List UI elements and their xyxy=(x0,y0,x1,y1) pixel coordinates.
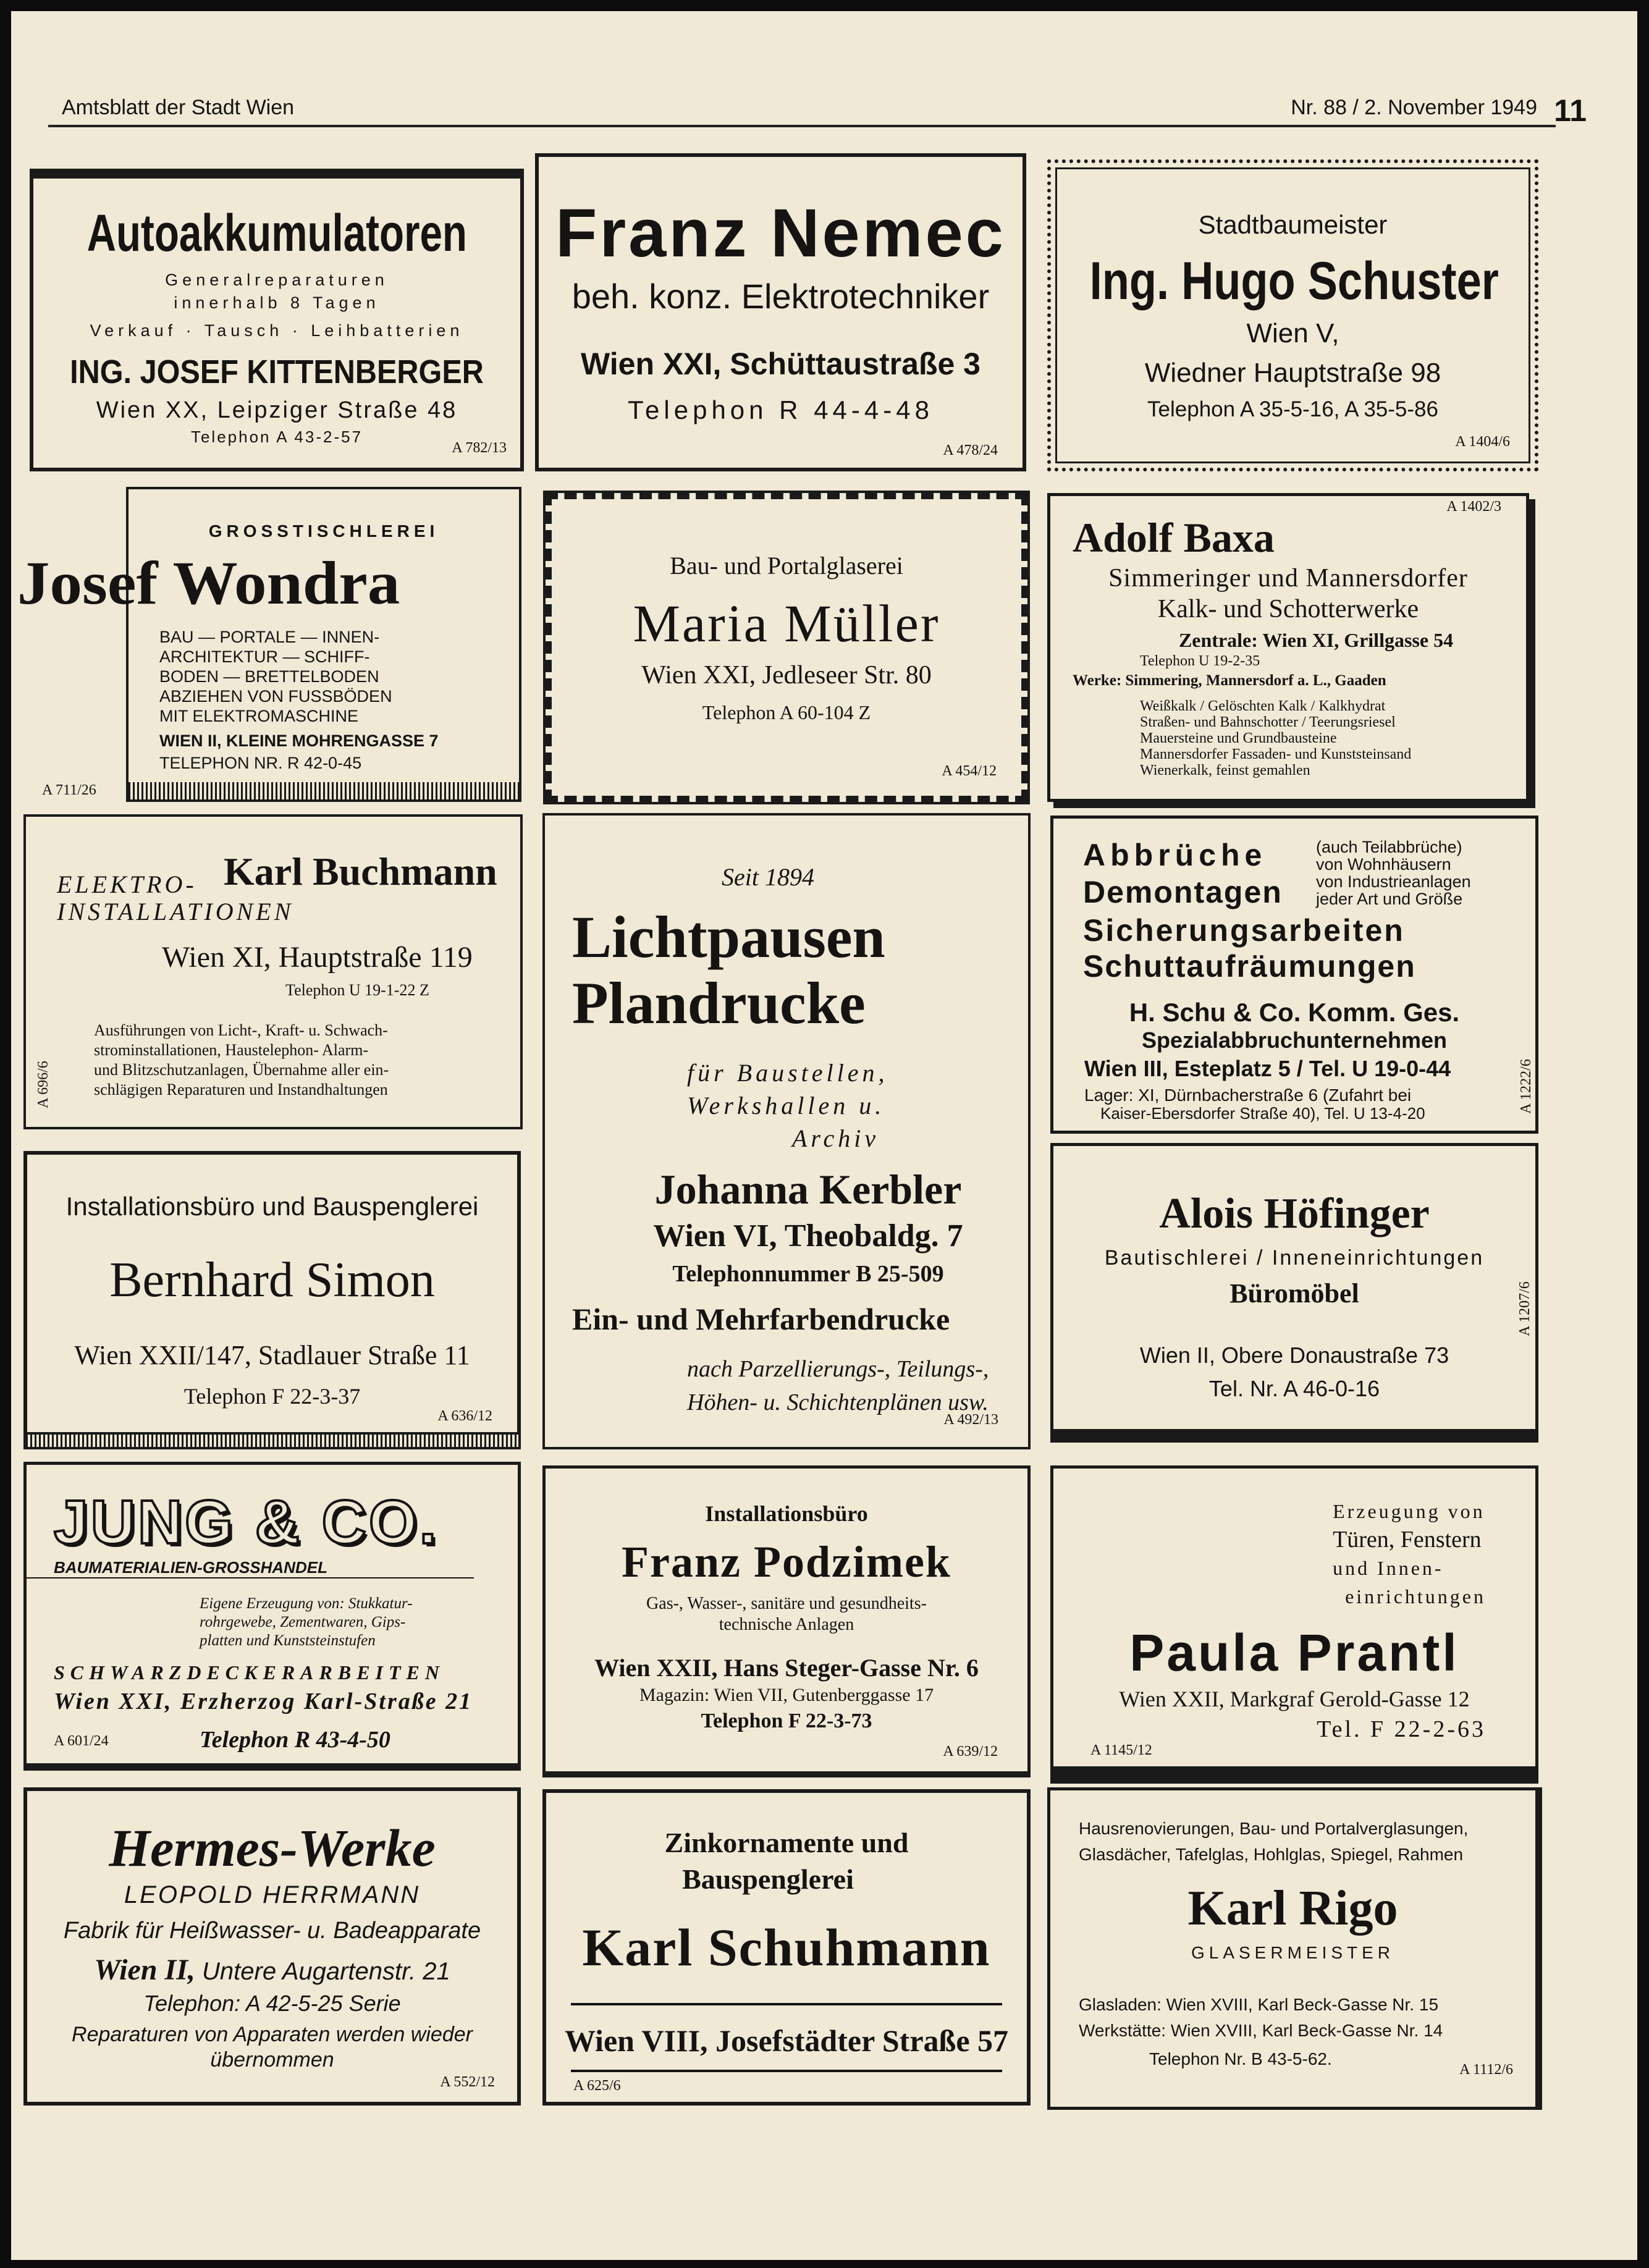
ad-company-name: Paula Prantl xyxy=(1129,1624,1459,1682)
ad-text: von Industrieanlagen xyxy=(1316,872,1471,891)
ad-phone: Telephon U 19-1-22 Z xyxy=(285,981,429,999)
ad-phone: Telephon Nr. B 43-5-62. xyxy=(1149,2049,1332,2068)
ad-company-name: Franz Nemec xyxy=(555,195,1006,271)
ad-text: ABZIEHEN VON FUSSBÖDEN xyxy=(159,687,392,706)
ad-text: Generalreparaturen xyxy=(165,271,389,289)
ad-hoefinger xyxy=(1050,1143,1538,1443)
ad-company-name: Hermes-Werke xyxy=(109,1818,436,1878)
ad-phone: Tel. F 22-2-63 xyxy=(1317,1716,1486,1742)
ad-text: rohrgewebe, Zementwaren, Gips- xyxy=(200,1614,406,1630)
ad-address: Werkstätte: Wien XVIII, Karl Beck-Gasse Nr. 14 xyxy=(1079,2021,1443,2040)
ad-reference: A 1112/6 xyxy=(1459,2062,1513,2078)
ad-buchmann xyxy=(23,814,523,1129)
ad-text: Fabrik für Heißwasser- u. Badeapparate xyxy=(63,1918,481,1944)
ad-text: Kaiser-Ebersdorfer Straße 40), Tel. U 13-4-20 xyxy=(1100,1104,1425,1123)
ad-text: Wienerkalk, feinst gemahlen xyxy=(1140,762,1310,778)
ad-text: BODEN — BRETTELBODEN xyxy=(159,667,379,686)
ad-phone: Telephon F 22-3-37 xyxy=(183,1384,361,1409)
ad-company-name: Karl Rigo xyxy=(1187,1881,1398,1936)
ad-text: von Wohnhäusern xyxy=(1316,855,1451,874)
ad-text: Spezialabbruchunternehmen xyxy=(1141,1027,1448,1053)
ad-text: Kalk- und Schotterwerke xyxy=(1157,595,1419,623)
ad-trade: Zinkornamente und xyxy=(664,1827,909,1858)
ad-mueller xyxy=(546,493,1027,802)
ad-phone: Telephon: A 42-5-25 Serie xyxy=(143,1991,401,2016)
ad-text: LEOPOLD HERRMANN xyxy=(124,1881,421,1908)
ad-reference: A 696/6 xyxy=(35,1061,51,1108)
ad-address: Wien XX, Leipziger Straße 48 xyxy=(96,397,458,423)
ad-text: SCHWARZDECKERARBEITEN xyxy=(54,1661,445,1684)
ad-reference: A 711/26 xyxy=(42,782,96,798)
ad-headline: Abbrüche xyxy=(1083,838,1267,872)
ad-address: Glasladen: Wien XVIII, Karl Beck-Gasse Nr. 15 xyxy=(1079,1995,1439,2014)
ad-text: MIT ELEKTROMASCHINE xyxy=(159,707,359,725)
ad-address: Wien XI, Hauptstraße 119 xyxy=(162,941,473,974)
ad-address: Wien XXII, Markgraf Gerold-Gasse 12 xyxy=(1119,1687,1470,1711)
page-number: 11 xyxy=(1554,93,1587,128)
ad-reference: A 492/13 xyxy=(943,1412,998,1428)
ad-phone: TELEPHON NR. R 42-0-45 xyxy=(159,754,362,772)
ad-address: Wien XXI, Jedleseer Str. 80 xyxy=(641,661,932,689)
ad-text: Hausrenovierungen, Bau- und Portalverglasungen, xyxy=(1079,1819,1469,1838)
ad-company-name: Karl Buchmann xyxy=(224,849,497,893)
ad-trade: Bauspenglerei xyxy=(682,1863,854,1895)
ad-reference: A 1402/3 xyxy=(1446,499,1501,515)
ad-schuhmann xyxy=(542,1789,1031,2106)
ad-text: innerhalb 8 Tagen xyxy=(174,293,380,312)
ad-text: und Blitzschutzanlagen, Übernahme aller ein- xyxy=(94,1061,389,1079)
ad-baxa xyxy=(1047,493,1529,802)
ad-schuster xyxy=(1047,159,1538,471)
ad-company-name: Adolf Baxa xyxy=(1073,514,1275,561)
ad-text: ARCHITEKTUR — SCHIFF- xyxy=(159,647,370,666)
ad-address: Wien II, Obere Donaustraße 73 xyxy=(1139,1343,1449,1368)
ad-nemec xyxy=(535,153,1026,471)
ad-text: Seit 1894 xyxy=(722,863,814,891)
ad-reference: A 625/6 xyxy=(573,2078,621,2094)
ad-text: Ausführungen von Licht-, Kraft- u. Schwach- xyxy=(94,1021,388,1039)
ad-label: ELEKTRO- xyxy=(57,871,197,898)
ad-kerbler xyxy=(542,813,1031,1449)
ad-text: übernommen xyxy=(210,2048,334,2072)
ad-text: Weißkalk / Gelöschten Kalk / Kalkhydrat xyxy=(1140,698,1386,714)
ad-text: platten und Kunststeinstufen xyxy=(200,1632,376,1649)
ad-company-name: Franz Podzimek xyxy=(622,1537,951,1587)
ad-text: Gas-, Wasser-, sanitäre und gesundheits- xyxy=(646,1594,927,1613)
ad-text: schlägigen Reparaturen und Instandhaltungen xyxy=(94,1081,388,1098)
ad-trade: Bautischlerei / Inneneinrichtungen xyxy=(1104,1246,1485,1270)
ad-trade: Installationsbüro und Bauspenglerei xyxy=(65,1192,479,1221)
ad-text: Werke: Simmering, Mannersdorf a. L., Gaaden xyxy=(1073,672,1386,689)
ad-headline: Plandrucke xyxy=(572,970,866,1036)
ad-address: Wien III, Esteplatz 5 / Tel. U 19-0-44 xyxy=(1084,1056,1451,1081)
ad-text: BAU — PORTALE — INNEN- xyxy=(159,628,380,646)
decorative-bar xyxy=(23,1432,521,1449)
ad-city: Wien V, xyxy=(1246,318,1339,348)
ad-phone: Telephon A 60-104 Z xyxy=(702,701,871,723)
publication-title: Amtsblatt der Stadt Wien xyxy=(62,96,295,119)
ad-phone: Telephon U 19-2-35 xyxy=(1140,653,1260,669)
ad-phone: Telephon F 22-3-73 xyxy=(701,1709,872,1732)
ad-hermes xyxy=(23,1787,521,2106)
ad-headline: Schuttaufräumungen xyxy=(1083,949,1416,984)
ad-text: Höhen- u. Schichtenplänen usw. xyxy=(687,1389,989,1415)
ad-reference: A 1207/6 xyxy=(1517,1281,1533,1336)
ad-text: für Baustellen, xyxy=(687,1059,888,1087)
ad-text: Glasdächer, Tafelglas, Hohlglas, Spiegel, Rahmen xyxy=(1079,1845,1464,1864)
ad-text: Türen, Fenstern xyxy=(1333,1527,1482,1553)
ad-text: und Innen- xyxy=(1333,1557,1444,1579)
ad-address: Wien VI, Theobaldg. 7 xyxy=(653,1218,963,1254)
ad-company-name: Johanna Kerbler xyxy=(654,1166,962,1213)
ad-reference: A 1222/6 xyxy=(1518,1059,1535,1114)
ad-address: Wien XXI, Schüttaustraße 3 xyxy=(581,347,981,381)
ad-address: Wien VIII, Josefstädter Straße 57 xyxy=(564,2023,1009,2058)
ad-podzimek xyxy=(542,1465,1031,1777)
ad-text: jeder Art und Größe xyxy=(1316,890,1463,908)
ad-kittenberger xyxy=(30,169,524,471)
page-header xyxy=(48,79,1587,128)
ad-title: Stadtbaumeister xyxy=(1198,210,1388,239)
ad-company-name: Josef Wondra xyxy=(17,549,400,617)
issue-date: Nr. 88 / 2. November 1949 xyxy=(1291,96,1537,119)
ad-text: Reparaturen von Apparaten werden wieder xyxy=(72,2023,473,2046)
ad-text: Erzeugung von xyxy=(1333,1500,1485,1522)
ad-headline: Lichtpausen xyxy=(572,904,885,970)
ad-text: nach Parzellierungs-, Teilungs-, xyxy=(687,1356,989,1382)
ad-company-name: Bernhard Simon xyxy=(109,1253,435,1307)
ad-prantl xyxy=(1050,1465,1538,1784)
ad-reference: A 1145/12 xyxy=(1090,1742,1152,1758)
ad-company-name: Ing. Hugo Schuster xyxy=(1089,251,1499,311)
ad-reference: A 1404/6 xyxy=(1455,434,1510,450)
ad-address: Zentrale: Wien XI, Grillgasse 54 xyxy=(1178,629,1454,651)
ad-headline: Autoakkumulatoren xyxy=(86,204,467,262)
ad-phone: Telephonnummer B 25-509 xyxy=(672,1261,944,1287)
ad-company-name: JUNG & CO. xyxy=(54,1488,439,1557)
ad-headline: Sicherungsarbeiten xyxy=(1083,913,1405,948)
ad-text: Straßen- und Bahnschotter / Teerungsriesel xyxy=(1140,714,1396,730)
ad-address: WIEN II, KLEINE MOHRENGASSE 7 xyxy=(159,731,439,750)
ad-trade: beh. konz. Elektrotechniker xyxy=(571,277,990,316)
ad-trade: Bau- und Portalglaserei xyxy=(670,552,903,580)
ad-company-name: Karl Schuhmann xyxy=(582,1918,991,1977)
newspaper-page xyxy=(11,11,1637,2260)
ad-company-name: ING. JOSEF KITTENBERGER xyxy=(70,353,484,390)
ad-text: technische Anlagen xyxy=(719,1615,854,1634)
ad-address: Wien XXII/147, Stadlauer Straße 11 xyxy=(74,1340,470,1370)
ad-rigo xyxy=(1047,1787,1538,2110)
ad-phone: Telephon A 35-5-16, A 35-5-86 xyxy=(1147,397,1438,421)
ad-text: Ein- und Mehrfarbendrucke xyxy=(572,1302,950,1336)
ad-text: Werkshallen u. xyxy=(687,1092,885,1119)
ad-text: strominstallationen, Haustelephon- Alarm- xyxy=(94,1041,369,1059)
ad-reference: A 782/13 xyxy=(452,440,507,456)
ad-reference: A 639/12 xyxy=(943,1743,998,1760)
ad-city: Wien II, xyxy=(94,1954,195,1986)
ad-text: Lager: XI, Dürnbacherstraße 6 (Zufahrt bei xyxy=(1084,1086,1412,1105)
ad-text: Eigene Erzeugung von: Stukkatur- xyxy=(200,1595,413,1612)
ad-phone: Telephon R 44-4-48 xyxy=(628,395,934,424)
ad-jung xyxy=(23,1462,521,1771)
ad-trade: Installationsbüro xyxy=(705,1501,868,1526)
ad-title: GLASERMEISTER xyxy=(1191,1943,1395,1962)
ad-simon xyxy=(23,1151,521,1438)
ad-company-name: Maria Müller xyxy=(633,594,940,653)
ad-abbrueche xyxy=(1050,816,1538,1134)
ad-text: Archiv xyxy=(792,1124,880,1152)
ad-address-line xyxy=(27,1953,517,1987)
ad-reference: A 552/12 xyxy=(440,2074,495,2090)
ad-reference: A 601/24 xyxy=(54,1733,109,1749)
ad-text: BAUMATERIALIEN-GROSSHANDEL xyxy=(27,1558,474,1579)
ad-address: Untere Augartenstr. 21 xyxy=(202,1958,450,1985)
ad-text: Mannersdorfer Fassaden- und Kunststeinsand xyxy=(1140,746,1412,762)
ad-reference: A 478/24 xyxy=(943,442,998,458)
ad-reference: A 454/12 xyxy=(942,763,997,779)
ad-headline: Demontagen xyxy=(1083,875,1283,909)
ad-address: Wien XXII, Hans Steger-Gasse Nr. 6 xyxy=(594,1654,979,1682)
ad-reference: A 636/12 xyxy=(437,1408,492,1424)
ad-address: Wien XXI, Erzherzog Karl-Straße 21 xyxy=(54,1688,473,1714)
ad-phone: Tel. Nr. A 46-0-16 xyxy=(1208,1376,1380,1401)
ad-title: GROSSTISCHLEREI xyxy=(208,521,439,541)
ad-phone: Telephon A 43-2-57 xyxy=(190,428,363,446)
ad-company-name: H. Schu & Co. Komm. Ges. xyxy=(1129,998,1460,1027)
ad-text: Simmeringer und Mannersdorfer xyxy=(1108,564,1468,592)
ad-phone: Telephon R 43-4-50 xyxy=(200,1727,390,1753)
ad-text: Büromöbel xyxy=(1229,1278,1359,1309)
ad-address: Wiedner Hauptstraße 98 xyxy=(1144,358,1441,388)
ad-company-name: Alois Höfinger xyxy=(1159,1190,1430,1237)
ad-label: INSTALLATIONEN xyxy=(57,898,294,925)
ad-text: einrichtungen xyxy=(1345,1585,1486,1608)
ad-text: Magazin: Wien VII, Gutenberggasse 17 xyxy=(639,1685,934,1705)
ad-text: Verkauf · Tausch · Leihbatterien xyxy=(90,321,464,340)
ad-text: Mauersteine und Grundbausteine xyxy=(1140,730,1337,746)
ad-text: (auch Teilabbrüche) xyxy=(1316,838,1462,856)
